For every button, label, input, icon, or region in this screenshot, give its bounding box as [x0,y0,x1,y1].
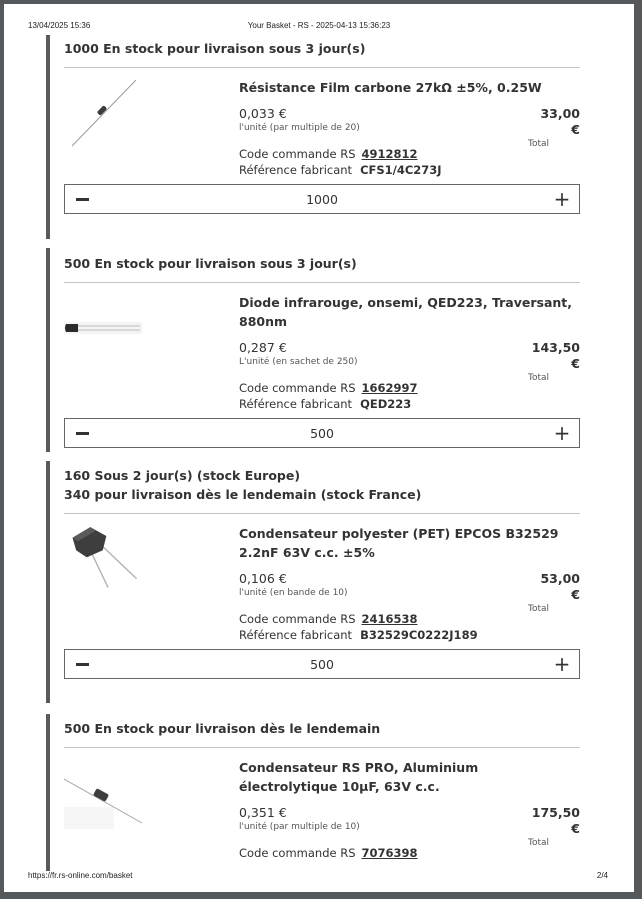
increment-button[interactable] [547,650,577,678]
unit-note: L'unité (en sachet de 250) [239,357,358,367]
rs-code-link[interactable]: 7076398 [361,846,418,860]
rs-code-link[interactable]: 2416538 [361,612,418,626]
plus-icon: + [553,421,571,445]
unit-price: 0,287 € [239,340,287,355]
mfr-ref: B32529C0222J189 [360,628,478,642]
decrement-button[interactable] [67,185,97,213]
stock-availability [64,35,580,68]
quantity-stepper [64,649,580,679]
decrement-button[interactable] [67,650,97,678]
basket-item [64,283,580,448]
basket-group [46,714,580,871]
unit-price: 0,106 € [239,571,287,586]
print-url: https://fr.rs-online.com/basket [28,871,133,880]
line-total: 143,50 € [531,340,580,371]
stock-availability [64,714,580,748]
product-name[interactable]: Condensateur polyester (PET) EPCOS B32529 2.2nF 63V c.c. ±5% [239,526,559,560]
stock-line: 340 pour livraison dès le lendemain (stock France) [64,487,422,502]
electrolytic-capacitor-image [64,762,154,842]
plus-icon: + [553,187,571,211]
quantity-input[interactable]: 1000 [306,191,338,207]
increment-button[interactable] [547,185,577,213]
basket-item [64,748,580,861]
print-title: Your Basket - RS - 2025-04-13 15:36:23 [247,21,391,30]
stock-availability [64,461,580,514]
mfr-ref-label: Référence fabricant [239,628,353,642]
plus-icon: + [553,652,571,676]
print-footer [4,871,634,881]
minus-icon [76,432,89,435]
unit-note: l'unité (en bande de 10) [239,588,348,598]
unit-note: l'unité (par multiple de 20) [239,123,360,133]
product-name[interactable]: Condensateur RS PRO, Aluminium électrolytique 10µF, 63V c.c. [239,760,479,794]
basket-item [64,68,580,214]
rs-code-label: Code commande RS [239,846,356,860]
rs-code-label: Code commande RS [239,381,356,395]
quantity-input[interactable]: 500 [310,425,334,441]
rs-code-link[interactable]: 1662997 [361,381,418,395]
print-header [4,21,634,31]
rs-code-link[interactable]: 4912812 [361,147,418,161]
print-datetime: 13/04/2025 15:36 [28,21,91,30]
stock-line: 500 En stock pour livraison sous 3 jour(s) [64,256,357,271]
mfr-ref: QED223 [360,397,412,411]
minus-icon [76,198,89,201]
unit-price: 0,351 € [239,805,287,820]
unit-note: l'unité (par multiple de 10) [239,822,360,832]
ir-diode-image [64,291,154,371]
quantity-input[interactable]: 500 [310,656,334,672]
stock-line: 500 En stock pour livraison dès le lendemain [64,721,381,736]
minus-icon [76,663,89,666]
basket-group [46,461,580,703]
stock-line: 1000 En stock pour livraison sous 3 jour(s) [64,41,366,56]
mfr-ref: CFS1/4C273J [360,163,442,177]
total-label: Total [528,139,550,149]
total-label: Total [528,838,550,848]
basket-item [64,514,580,679]
rs-code-label: Code commande RS [239,147,356,161]
unit-price: 0,033 € [239,106,287,121]
decrement-button[interactable] [67,419,97,447]
product-name[interactable]: Résistance Film carbone 27kΩ ±5%, 0.25W [239,80,542,95]
mfr-ref-label: Référence fabricant [239,163,353,177]
stock-line: 160 Sous 2 jour(s) (stock Europe) [64,468,301,483]
stock-availability [64,248,580,283]
product-name[interactable]: Diode infrarouge, onsemi, QED223, Traversant, 880nm [239,295,573,329]
basket-group [46,35,580,239]
quantity-stepper [64,184,580,214]
line-total: 175,50 € [531,805,580,836]
mfr-ref-label: Référence fabricant [239,397,353,411]
line-total: 53,00 € [540,571,580,602]
total-label: Total [528,373,550,383]
polyester-capacitor-image [64,520,154,600]
line-total: 33,00 € [540,106,580,137]
quantity-stepper [64,418,580,448]
resistor-image [64,76,154,156]
total-label: Total [528,604,550,614]
rs-code-label: Code commande RS [239,612,356,626]
increment-button[interactable] [547,419,577,447]
basket-group [46,248,580,452]
print-page [4,4,634,892]
page-number: 2/4 [596,871,608,880]
